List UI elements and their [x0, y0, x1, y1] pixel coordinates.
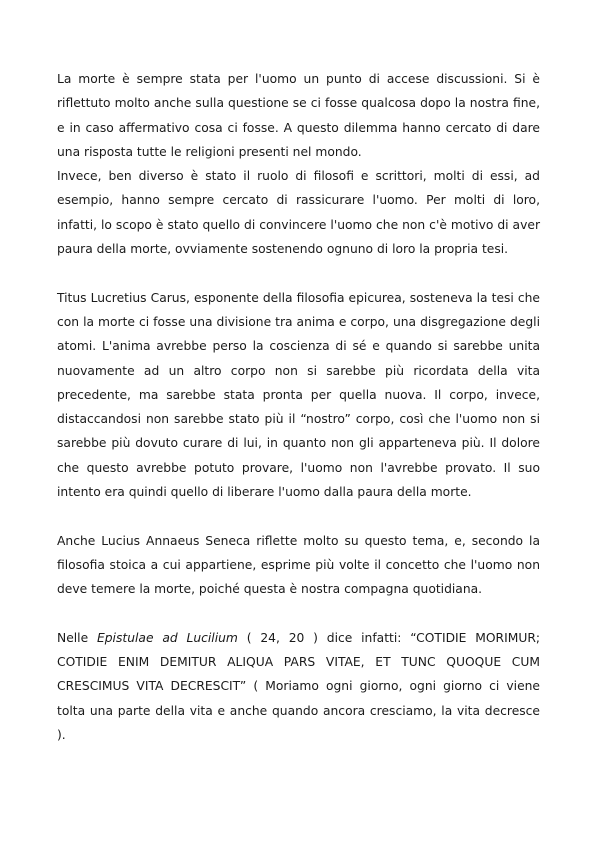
paragraph-philosophers: Invece, ben diverso è stato il ruolo di filosofi e scrittori, molti di essi, ad esempio, hanno sempre cercato di rassicurare l'uomo. Per molti di loro, infatti, lo scopo è stato quello di convincere l'uomo che non c'è motivo di aver paura della morte, ovviamente sostenendo ognuno di loro la propria tesi.: [57, 169, 540, 257]
paragraph-epistulae: [57, 626, 540, 747]
paragraph-lucretius: Titus Lucretius Carus, esponente della filosofia epicurea, sosteneva la tesi che con la morte ci fosse una divisione tra anima e corpo, una disgregazione degli atomi. L'anima avrebbe perso la coscienza di sé e quando si sarebbe unita nuovamente ad un altro corpo non si sarebbe più ricordata della vita precedente, ma sarebbe stata pronta per quella nuova. Il corpo, invece, distaccandosi non sarebbe stato più il “nostro” corpo, così che l'uomo non si sarebbe più dovuto curare di lui, in quanto non gli apparteneva più. Il dolore che questo avrebbe potuto provare, l'uomo non l'avrebbe provato. Il suo intento era quindi quello di liberare l'uomo dalla paura della morte.: [57, 290, 540, 500]
paragraph-spacer: [57, 602, 540, 626]
document-body: [57, 67, 540, 747]
paragraph-spacer: [57, 261, 540, 285]
paragraph-spacer: [57, 504, 540, 528]
paragraph-seneca: Anche Lucius Annaeus Seneca riflette molto su questo tema, e, secondo la filosofia stoica a cui appartiene, esprime più volte il concetto che l'uomo non deve temere la morte, poiché questa è nostra compagna quotidiana.: [57, 533, 540, 597]
paragraph-intro: La morte è sempre stata per l'uomo un punto di accese discussioni. Si è riflettuto molto anche sulla questione se ci fosse qualcosa dopo la nostra fine, e in caso affermativo cosa ci fosse. A questo dilemma hanno cercato di dare una risposta tutte le religioni presenti nel mondo.: [57, 72, 540, 159]
epistulae-title: Epistulae ad Lucilium: [96, 630, 238, 645]
epistulae-text-after: ( 24, 20 ) dice infatti: “COTIDIE MORIMUR; COTIDIE ENIM DEMITUR ALIQUA PARS VITAE, ET TUNC QUOQUE CUM CRESCIMUS VITA DECRESCIT” ( Moriamo ogni giorno, ogni giorno ci viene tolta una parte della vita e anche quando ancora cresciamo, la vita decresce ).: [57, 630, 541, 743]
epistulae-text-before: Nelle: [57, 630, 97, 645]
